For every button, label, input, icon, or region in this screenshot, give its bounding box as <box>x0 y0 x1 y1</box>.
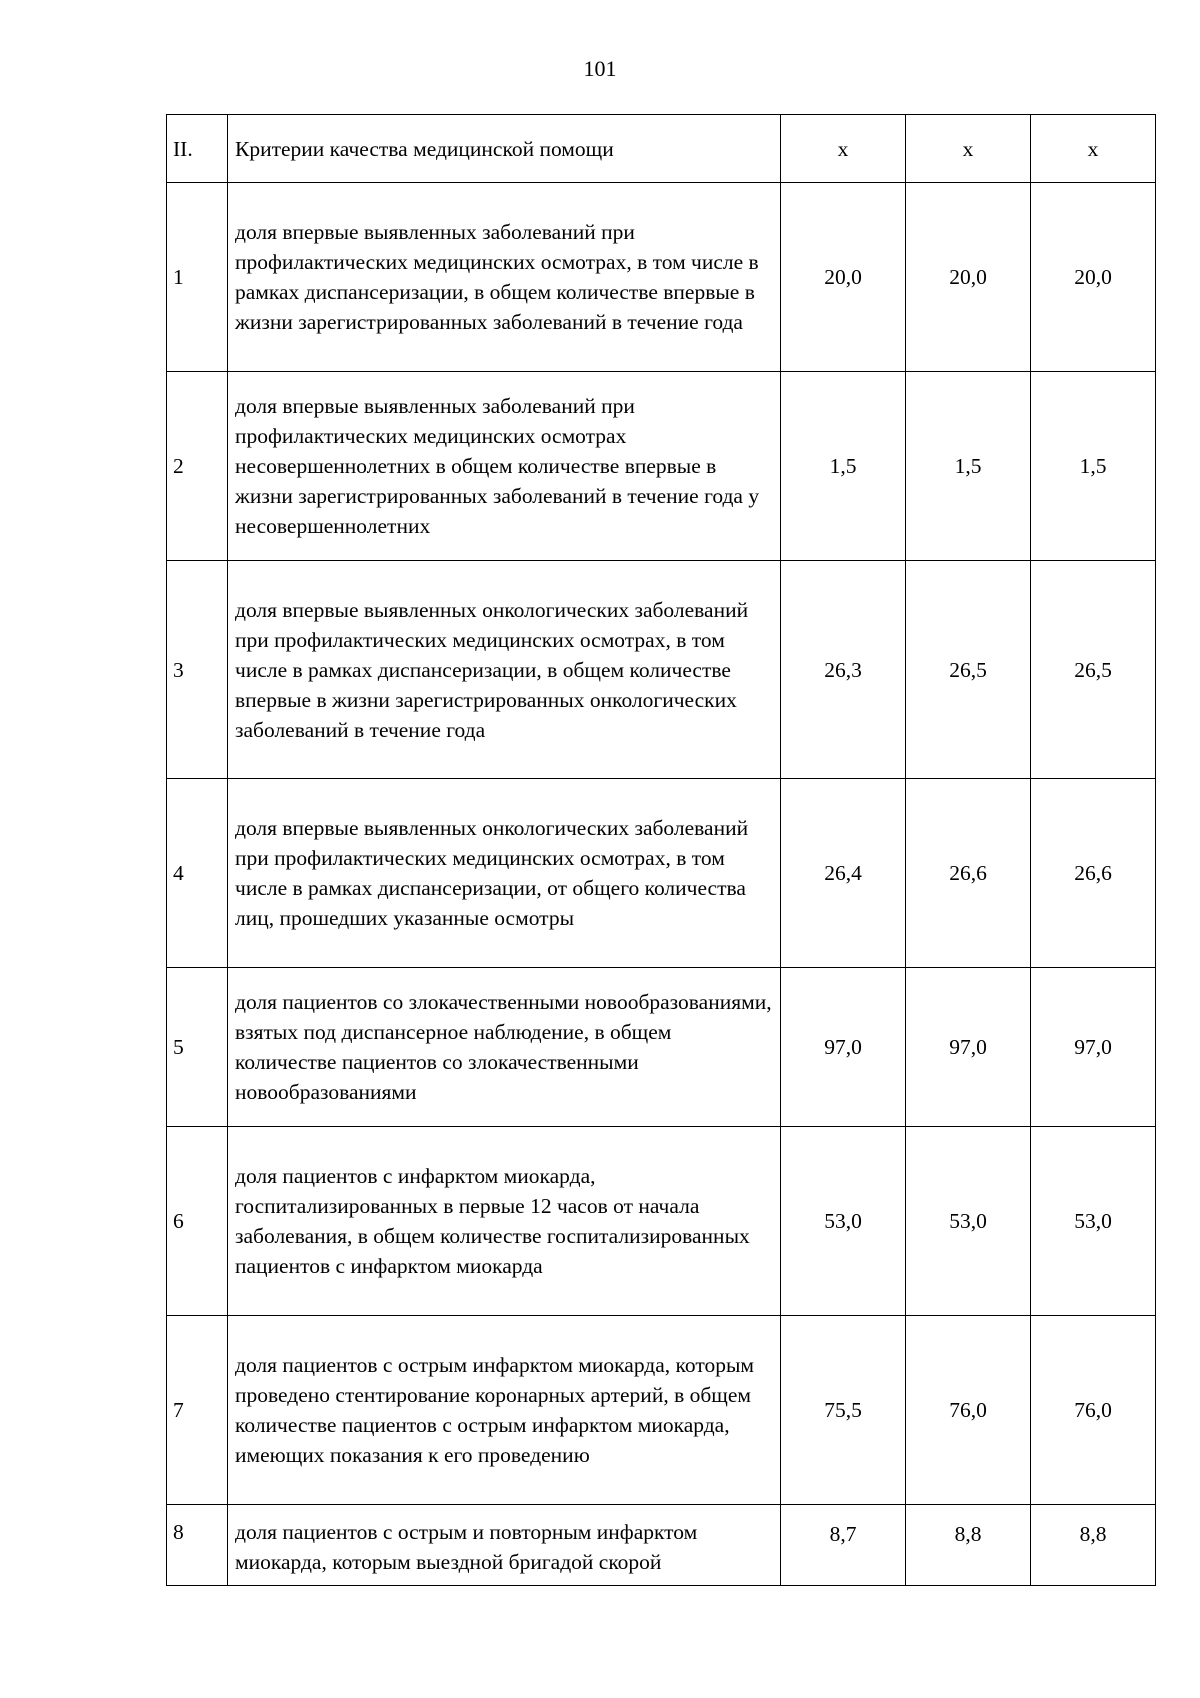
table-row <box>167 779 1156 968</box>
section-title: Критерии качества медицинской помощи <box>228 115 781 183</box>
row-number: 6 <box>167 1127 228 1316</box>
table-row <box>167 1505 1156 1586</box>
row-value-3: 97,0 <box>1031 968 1156 1127</box>
row-value-2: 26,6 <box>906 779 1031 968</box>
row-value-1: 53,0 <box>781 1127 906 1316</box>
row-value-1: 26,4 <box>781 779 906 968</box>
page-number: 101 <box>583 56 617 81</box>
row-number: 5 <box>167 968 228 1127</box>
header-value-3: х <box>1031 115 1156 183</box>
row-value-1: 26,3 <box>781 561 906 779</box>
row-number: 7 <box>167 1316 228 1505</box>
row-value-3: 26,5 <box>1031 561 1156 779</box>
row-value-2: 26,5 <box>906 561 1031 779</box>
row-description: доля впервые выявленных онкологических заболеваний при профилактических медицинских осмотрах, в том числе в рамках диспансеризации, в общем количестве впервые в жизни зарегистрированных онкологических заболеваний в течение года <box>228 561 781 779</box>
row-value-2: 8,8 <box>906 1505 1031 1586</box>
row-description: доля пациентов с острым инфарктом миокарда, которым проведено стентирование коронарных артерий, в общем количестве пациентов с острым инфарктом миокарда, имеющих показания к его проведению <box>228 1316 781 1505</box>
row-number: 1 <box>167 183 228 372</box>
row-description: доля пациентов со злокачественными новообразованиями, взятых под диспансерное наблюдение, в общем количестве пациентов со злокачественными новообразованиями <box>228 968 781 1127</box>
row-value-2: 97,0 <box>906 968 1031 1127</box>
section-number: II. <box>167 115 228 183</box>
row-value-3: 76,0 <box>1031 1316 1156 1505</box>
row-value-1: 97,0 <box>781 968 906 1127</box>
row-value-1: 20,0 <box>781 183 906 372</box>
row-value-3: 26,6 <box>1031 779 1156 968</box>
table-row <box>167 372 1156 561</box>
row-number: 2 <box>167 372 228 561</box>
table-row <box>167 968 1156 1127</box>
table-row <box>167 1316 1156 1505</box>
table-row <box>167 561 1156 779</box>
header-value-2: х <box>906 115 1031 183</box>
row-description: доля пациентов с острым и повторным инфарктом миокарда, которым выездной бригадой скорой <box>228 1505 781 1586</box>
row-number: 4 <box>167 779 228 968</box>
row-value-2: 76,0 <box>906 1316 1031 1505</box>
row-value-1: 75,5 <box>781 1316 906 1505</box>
row-description: доля впервые выявленных заболеваний при профилактических медицинских осмотрах, в том числе в рамках диспансеризации, в общем количестве впервые в жизни зарегистрированных заболеваний в течение года <box>228 183 781 372</box>
row-value-3: 20,0 <box>1031 183 1156 372</box>
row-value-2: 53,0 <box>906 1127 1031 1316</box>
row-value-3: 8,8 <box>1031 1505 1156 1586</box>
row-description: доля впервые выявленных заболеваний при профилактических медицинских осмотрах несовершеннолетних в общем количестве впервые в жизни зарегистрированных заболеваний в течение года у несовершеннолетних <box>228 372 781 561</box>
row-description: доля пациентов с инфарктом миокарда, госпитализированных в первые 12 часов от начала заболевания, в общем количестве госпитализированных пациентов с инфарктом миокарда <box>228 1127 781 1316</box>
header-value-1: х <box>781 115 906 183</box>
table-row <box>167 1127 1156 1316</box>
row-description: доля впервые выявленных онкологических заболеваний при профилактических медицинских осмотрах, в том числе в рамках диспансеризации, от общего количества лиц, прошедших указанные осмотры <box>228 779 781 968</box>
row-value-3: 1,5 <box>1031 372 1156 561</box>
row-value-2: 20,0 <box>906 183 1031 372</box>
row-value-2: 1,5 <box>906 372 1031 561</box>
criteria-table <box>166 114 1156 1586</box>
table-row <box>167 183 1156 372</box>
row-value-1: 8,7 <box>781 1505 906 1586</box>
row-number: 8 <box>167 1505 228 1586</box>
table-header-row <box>167 115 1156 183</box>
row-value-3: 53,0 <box>1031 1127 1156 1316</box>
row-number: 3 <box>167 561 228 779</box>
row-value-1: 1,5 <box>781 372 906 561</box>
